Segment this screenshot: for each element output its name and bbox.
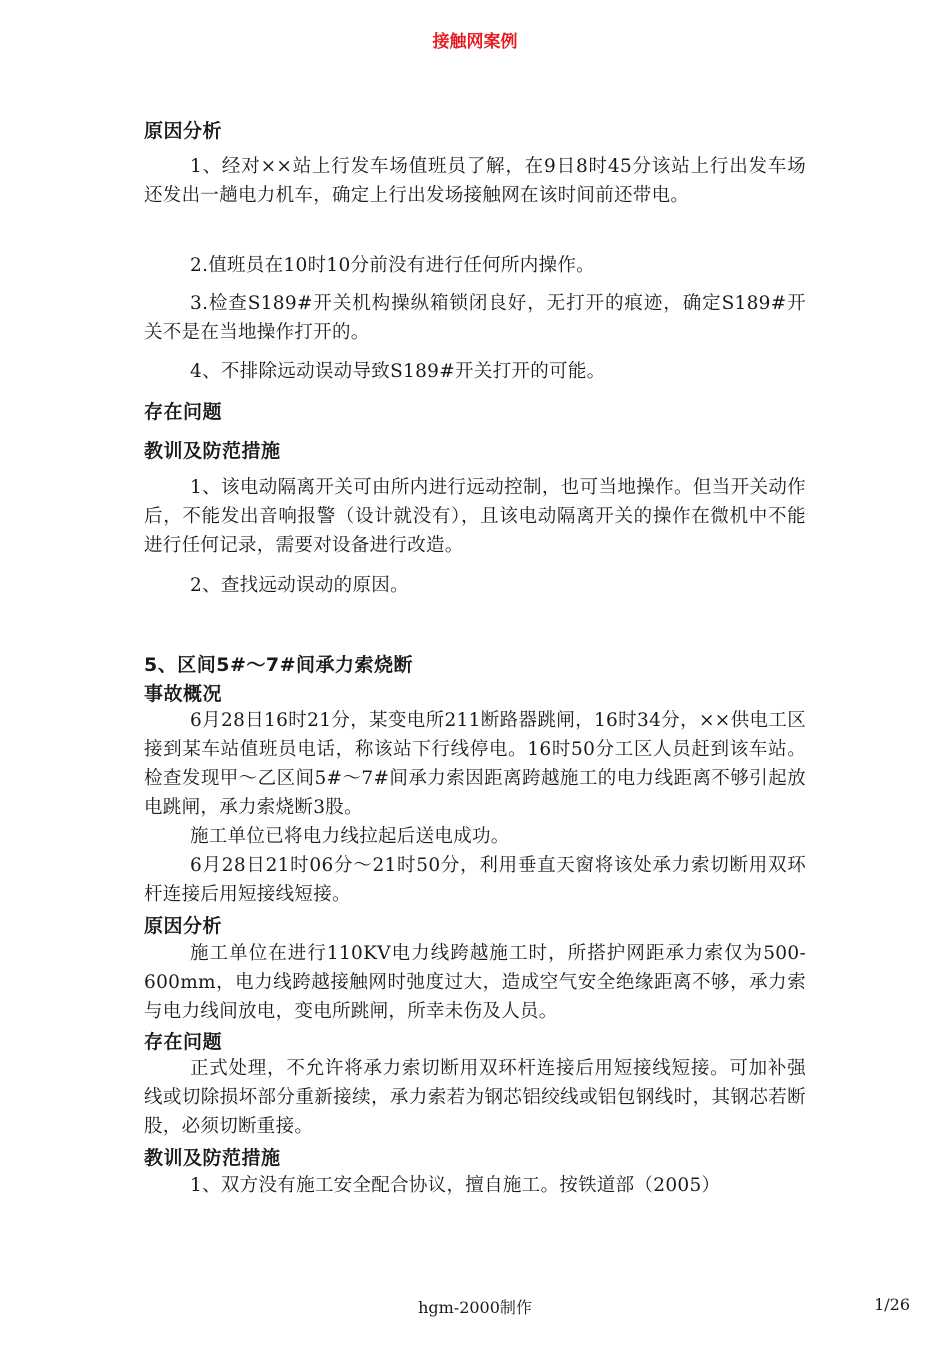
overview-paragraph-3: 6月28日21时06分～21时50分，利用垂直天窗将该处承力索切断用双环杆连接后用短接线短接。 bbox=[144, 855, 806, 905]
overview-heading: 事故概况 bbox=[144, 683, 223, 705]
page-number: 1/26 bbox=[874, 1295, 910, 1314]
cause-item-2: 2.值班员在10时10分前没有进行任何所内操作。 bbox=[190, 255, 595, 276]
lesson-heading: 教训及防范措施 bbox=[144, 440, 281, 462]
overview-paragraph-1: 6月28日16时21分，某变电所211断路器跳闸，16时34分，××供电工区接到某车站值班员电话，称该站下行线停电。16时50分工区人员赶到该车站。检查发现甲～乙区间5#～7#间承力索因距离跨越施工的电力线距离不够引起放电跳闸，承力索烧断3股。 bbox=[144, 710, 806, 818]
cause-item-4: 4、不排除远动误动导致S189#开关打开的可能。 bbox=[190, 361, 606, 382]
document-header-title: 接触网案例 bbox=[432, 32, 518, 52]
overview-paragraph-2: 施工单位已将电力线拉起后送电成功。 bbox=[190, 826, 510, 847]
cause-analysis-heading: 原因分析 bbox=[144, 120, 223, 142]
lesson-item-2: 2、查找远动误动的原因。 bbox=[190, 575, 409, 596]
section-5-cause-heading: 原因分析 bbox=[144, 915, 223, 937]
section-5-cause-paragraph: 施工单位在进行110KV电力线跨越施工时，所搭护网距承力索仅为500-600mm，电力线跨越接触网时弛度过大，造成空气安全绝缘距离不够，承力索与电力线间放电，变电所跳闸，所幸未伤及人员。 bbox=[144, 943, 806, 1022]
footer-maker: hgm-2000制作 bbox=[418, 1298, 532, 1317]
cause-item-1: 1、经对××站上行发车场值班员了解，在9日8时45分该站上行出发车场还发出一趟电力机车，确定上行出发场接触网在该时间前还带电。 bbox=[144, 156, 806, 206]
section-5-problem-heading: 存在问题 bbox=[144, 1031, 223, 1053]
section-5-lesson-paragraph: 1、双方没有施工安全配合协议，擅自施工。按铁道部（2005） bbox=[190, 1175, 721, 1196]
lesson-item-1: 1、该电动隔离开关可由所内进行远动控制，也可当地操作。但当开关动作后，不能发出音响报警（设计就没有），且该电动隔离开关的操作在微机中不能进行任何记录，需要对设备进行改造。 bbox=[144, 477, 806, 556]
cause-item-3: 3.检查S189#开关机构操纵箱锁闭良好，无打开的痕迹，确定S189#开关不是在当地操作打开的。 bbox=[144, 293, 806, 343]
section-5-problem-paragraph: 正式处理，不允许将承力索切断用双环杆连接后用短接线短接。可加补强线或切除损坏部分重新接续，承力索若为钢芯铝绞线或铝包钢线时，其钢芯若断股，必须切断重接。 bbox=[144, 1058, 806, 1137]
section-5-title: 5、区间5#～7#间承力索烧断 bbox=[144, 654, 414, 676]
section-5-lesson-heading: 教训及防范措施 bbox=[144, 1147, 281, 1169]
problem-heading: 存在问题 bbox=[144, 401, 223, 423]
